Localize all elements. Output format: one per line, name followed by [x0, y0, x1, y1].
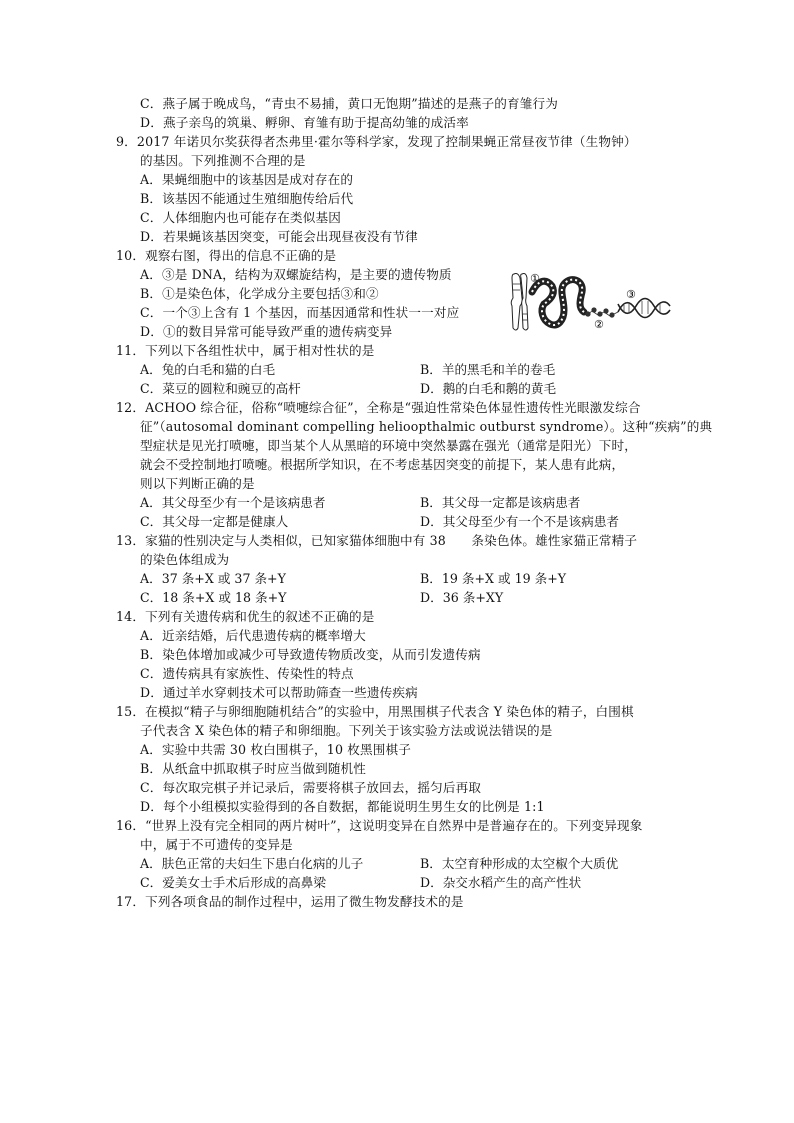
text-line: 11．下列以下各组性状中，属于相对性状的是: [116, 343, 375, 358]
option-left: C．其父母一定都是健康人: [140, 514, 289, 529]
text-line: 就会不受控制地打喷嚏。根据所学知识，在不考虑基因突变的前提下，某人患有此病，: [140, 457, 625, 472]
text-line: D．通过羊水穿刺技术可以帮助筛查一些遗传疾病: [140, 685, 418, 700]
text-line: 则以下判断正确的是: [140, 476, 255, 491]
option-left: A．肤色正常的夫妇生下患白化病的儿子: [140, 856, 364, 871]
text-line: 型症状是见光打喷嚏，即当某个人从黑暗的环境中突然暴露在强光（通常是阳光）下时，: [140, 438, 638, 453]
text-line: 16．“世界上没有完全相同的两片树叶”，这说明变异在自然界中是普遍存在的。下列变异现象: [116, 818, 643, 833]
text-line: D．每个小组模拟实验得到的各自数据，都能说明生男生女的比例是 1:1: [140, 799, 545, 814]
figure-label-3: ③: [626, 288, 636, 301]
text-line: 子代表含 X 染色体的精子和卵细胞。下列关于该实验方法或说法错误的是: [140, 723, 553, 738]
option-right: B．太空育种形成的太空椒个大质优: [420, 856, 619, 871]
text-line: A．果蝇细胞中的该基因是成对存在的: [140, 172, 354, 187]
text-line: D．燕子亲鸟的筑巢、孵卵、育雏有助于提高幼雏的成活率: [140, 115, 469, 130]
text-line: 的染色体组成为: [140, 552, 230, 567]
text-line: B．①是染色体，化学成分主要包括③和②: [140, 286, 379, 301]
option-left: A．其父母至少有一个是该病患者: [140, 495, 326, 510]
text-line: A．近亲结婚，后代患遗传病的概率增大: [140, 628, 366, 643]
nucleosome-beads-icon: [585, 307, 618, 317]
option-right: B．羊的黑毛和羊的卷毛: [420, 362, 556, 377]
text-line: 12．ACHOO 综合征，俗称“喷嚏综合征”，全称是“强迫性常染色体显性遗传性光眼激发综合: [116, 400, 641, 415]
text-line: D．若果蝇该基因突变，可能会出现昼夜没有节律: [140, 229, 418, 244]
option-right: D．其父母至少有一个不是该病患者: [420, 514, 620, 529]
option-right: B．其父母一定都是该病患者: [420, 495, 581, 510]
text-line: C．每次取完棋子并记录后，需要将棋子放回去，摇匀后再取: [140, 780, 482, 795]
option-left: C．18 条+X 或 18 条+Y: [140, 590, 287, 605]
option-right: D．杂交水稻产生的高产性状: [420, 875, 582, 890]
text-line: 9．2017 年诺贝尔奖获得者杰弗里·霍尔等科学家，发现了控制果蝇正常昼夜节律（生物钟）: [116, 134, 637, 149]
text-line: C．人体细胞内也可能存在类似基因: [140, 210, 341, 225]
text-line: C．遗传病具有家族性、传染性的特点: [140, 666, 354, 681]
option-left: A．兔的白毛和猫的白毛: [140, 362, 276, 377]
text-line: 13．家猫的性别决定与人类相似，已知家猫体细胞中有 38 条染色体。雄性家猫正常精子: [116, 533, 638, 548]
text-line: 10．观察右图，得出的信息不正确的是: [116, 248, 337, 263]
coiled-fiber-icon: [532, 280, 584, 325]
text-line: 中，属于不可遗传的变异是: [140, 837, 293, 852]
text-line: B．该基因不能通过生殖细胞传给后代: [140, 191, 354, 206]
text-line: D．①的数目异常可能导致严重的遗传病变异: [140, 324, 393, 339]
dna-helix-icon: [618, 299, 670, 318]
text-line: B．从纸盒中抓取棋子时应当做到随机性: [140, 761, 367, 776]
text-line: 征”（autosomal dominant compelling helioopthalmic outburst syndrome）。这种“疾病”的典: [140, 419, 713, 434]
text-line: C．燕子属于晚成鸟，“青虫不易捕，黄口无饱期”描述的是燕子的育雏行为: [140, 96, 559, 111]
option-right: D．鹅的白毛和鹅的黄毛: [420, 381, 557, 396]
text-line: A．③是 DNA，结构为双螺旋结构，是主要的遗传物质: [140, 267, 452, 282]
option-left: C．菜豆的圆粒和豌豆的高杆: [140, 381, 301, 396]
text-line: C．一个③上含有 1 个基因，而基因通常和性状一一对应: [140, 305, 460, 320]
option-right: D．36 条+XY: [420, 590, 504, 605]
text-line: 15．在模拟“精子与卵细胞随机结合”的实验中，用黑围棋子代表含 Y 染色体的精子，白围棋: [116, 704, 634, 719]
option-left: A．37 条+X 或 37 条+Y: [140, 571, 286, 586]
chromosome-dna-figure: [508, 270, 673, 334]
text-line: 14．下列有关遗传病和优生的叙述不正确的是: [116, 609, 375, 624]
text-line: B．染色体增加或减少可导致遗传物质改变，从而引发遗传病: [140, 647, 481, 662]
text-line: 17．下列各项食品的制作过程中，运用了微生物发酵技术的是: [116, 894, 464, 909]
option-right: B．19 条+X 或 19 条+Y: [420, 571, 567, 586]
text-line: A．实验中共需 30 枚白围棋子，10 枚黑围棋子: [140, 742, 411, 757]
figure-label-1: ①: [530, 272, 540, 285]
chromosome-icon: [511, 274, 528, 331]
option-left: C．爱美女士手术后形成的高鼻梁: [140, 875, 326, 890]
text-line: 的基因。下列推测不合理的是: [140, 153, 306, 168]
figure-label-2: ②: [594, 318, 604, 331]
